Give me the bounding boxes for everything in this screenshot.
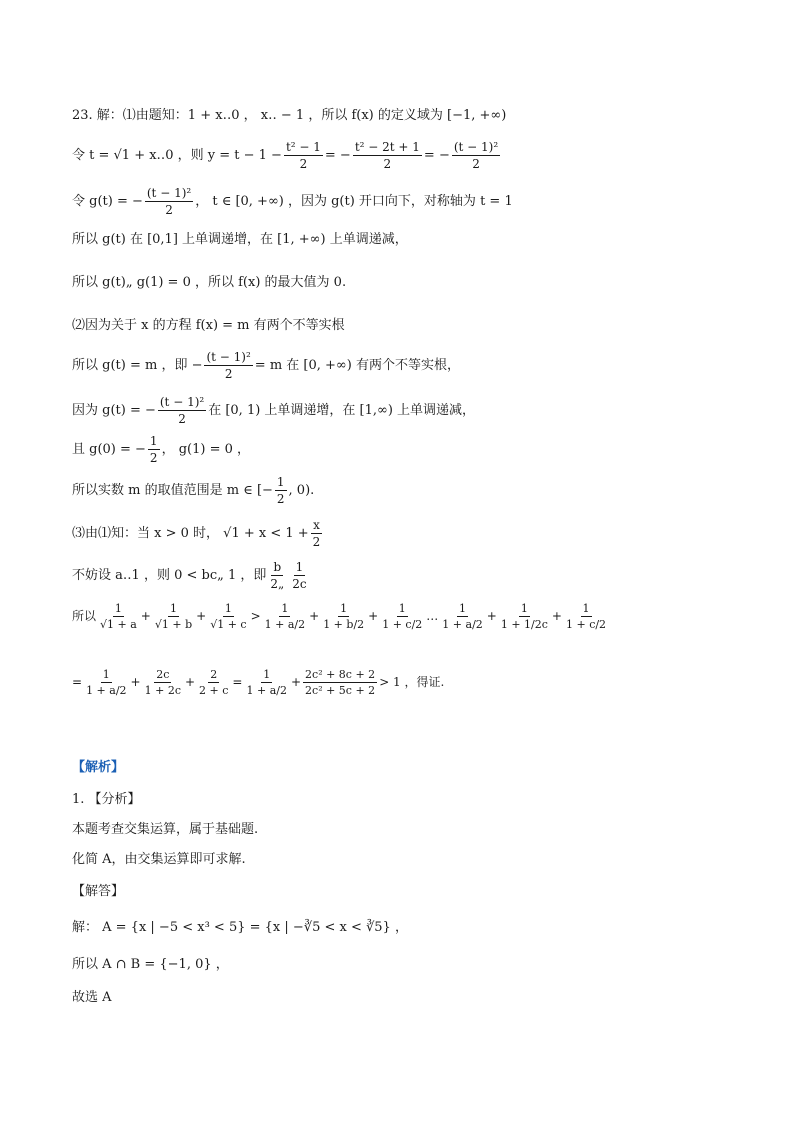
fraction: $\frac{1}{√1 + b}$ (154, 602, 193, 632)
fraction: $\frac{\text{t² − 2t + 1}}{2}$ (354, 140, 420, 172)
analysis-heading: 【解析】 (72, 760, 125, 775)
q1-analysis-heading: 1. 【分析】 (72, 792, 141, 807)
q23-line-13: 所以 $\frac{1}{√1 + a}$ + $\frac{1}{√1 + b}$ + $\frac{1}{√1 + c}$ > $\frac{1}{1 + a/2}$ + $\frac{1}{1 + b/2}$ + $\frac{1}{1 + c/2}$ … $\frac{1}{1 + a/2}$ + $\frac{1}{1 + 1/2c}$ + $\frac{1}{1 + c/2}$ (72, 602, 607, 632)
q23-line-3: 令 g(t) = − $\frac{\text{(t − 1)²}}{2}$ ， t ∈ [0, +∞) ，因为 g(t) 开口向下，对称轴为 t = 1 (72, 186, 513, 218)
q23-line-6: ⑵因为关于 x 的方程 f(x) = m 有两个不等实根 (72, 318, 345, 333)
fraction: $\frac{1}{1 + a/2}$ (442, 602, 483, 632)
fraction: $\frac{1}{√1 + c}$ (210, 602, 247, 632)
fraction: $\frac{1}{1 + a/2}$ (264, 602, 306, 632)
fraction: $\frac{1}{1 + a/2}$ (246, 668, 287, 698)
fraction: $\frac{\text{2c² + 8c + 2}}{\text{2c² + 5c + 2}}$ (305, 668, 376, 698)
q1-analysis-line-2: 化简 A，由交集运算即可求解. (72, 852, 246, 867)
fraction: $\frac{2c}{1 + 2c}$ (144, 668, 181, 698)
answer-line-1: 解： A = {x | −5 < x³ < 5} = {x | −∛5 < x < ∛5} ， (72, 920, 408, 935)
q23-substitution-text: 令 t = √1 + x‥0 ，则 y = t − 1 − (72, 148, 282, 164)
q23-line-2: 令 t = √1 + x‥0 ，则 y = t − 1 − $\frac{\text{t² − 1}}{2}$ = − $\frac{\text{t² − 2t + 1}}{2}$ = − $\frac{\text{(t − 1)²}}{2}$ (72, 140, 499, 172)
q23-line-10: 所以实数 m 的取值范围是 m ∈ [− $\frac{1}{2}$ , 0). (72, 475, 315, 507)
q23-line-4: 所以 g(t) 在 [0,1] 上单调递增，在 [1, +∞) 上单调递减， (72, 232, 408, 247)
q23-line-7: 所以 g(t) = m ，即 − $\frac{\text{(t − 1)²}}{2}$ = m 在 [0, +∞) 有两个不等实根， (72, 350, 460, 382)
fraction: $\frac{1}{1 + c/2}$ (565, 602, 607, 632)
fraction: $\frac{\text{(t − 1)²}}{2}$ (206, 350, 251, 382)
fraction: $\frac{1}{1 + 1/2c}$ (500, 602, 548, 632)
fraction: $\frac{x}{2}$ (312, 518, 321, 550)
q23-line-11: ⑶由⑴知：当 x > 0 时， √1 + x < 1 + $\frac{x}{2}$ (72, 518, 321, 550)
answer-heading: 【解答】 (72, 884, 125, 899)
fraction: $\frac{b}{2„}$ (270, 560, 285, 592)
q23-line-14: = $\frac{1}{1 + a/2}$ + $\frac{2c}{1 + 2c}$ + $\frac{2}{2 + c}$ = $\frac{1}{1 + a/2}$ + $\frac{\text{2c² + 8c + 2}}{\text{2c² + 5c + 2}}$ > 1 ，得证. (72, 668, 445, 698)
q23-domain-text: 23. 解：⑴由题知：1 + x‥0 ， x‥ − 1 ，所以 f(x) 的定义域为 [−1, +∞) (72, 108, 507, 123)
fraction: $\frac{\text{t² − 1}}{2}$ (285, 140, 321, 172)
fraction: $\frac{\text{(t − 1)²}}{2}$ (146, 186, 192, 218)
fraction: $\frac{\text{(t − 1)²}}{2}$ (453, 140, 499, 172)
fraction: $\frac{\text{(t − 1)²}}{2}$ (159, 395, 205, 427)
fraction: $\frac{1}{2}$ (149, 434, 158, 466)
q23-line-9: 且 g(0) = − $\frac{1}{2}$ ， g(1) = 0 ， (72, 434, 250, 466)
fraction: $\frac{2}{2 + c}$ (199, 668, 229, 698)
fraction: $\frac{1}{1 + a/2}$ (86, 668, 127, 698)
answer-line-3: 故选 A (72, 990, 112, 1005)
fraction: $\frac{1}{√1 + a}$ (100, 602, 137, 632)
q23-line-1 (72, 108, 506, 124)
fraction: $\frac{1}{2c}$ (292, 560, 307, 592)
fraction: $\frac{1}{2}$ (276, 475, 285, 507)
q23-line-8: 因为 g(t) = − $\frac{\text{(t − 1)²}}{2}$ 在 [0, 1) 上单调递增，在 [1,∞) 上单调递减， (72, 395, 476, 427)
fraction: $\frac{1}{1 + b/2}$ (323, 602, 365, 632)
q23-line-12: 不妨设 a‥1 ，则 0 < bc„ 1 ，即 $\frac{b}{2„}$ $\frac{1}{2c}$ (72, 560, 307, 592)
q1-analysis-line-1: 本题考查交集运算，属于基础题. (72, 822, 259, 837)
fraction: $\frac{1}{1 + c/2}$ (382, 602, 423, 632)
q23-line-5: 所以 g(t)„ g(1) = 0 ，所以 f(x) 的最大值为 0. (72, 275, 347, 290)
answer-line-2: 所以 A ∩ B = {−1, 0} ， (72, 957, 229, 972)
